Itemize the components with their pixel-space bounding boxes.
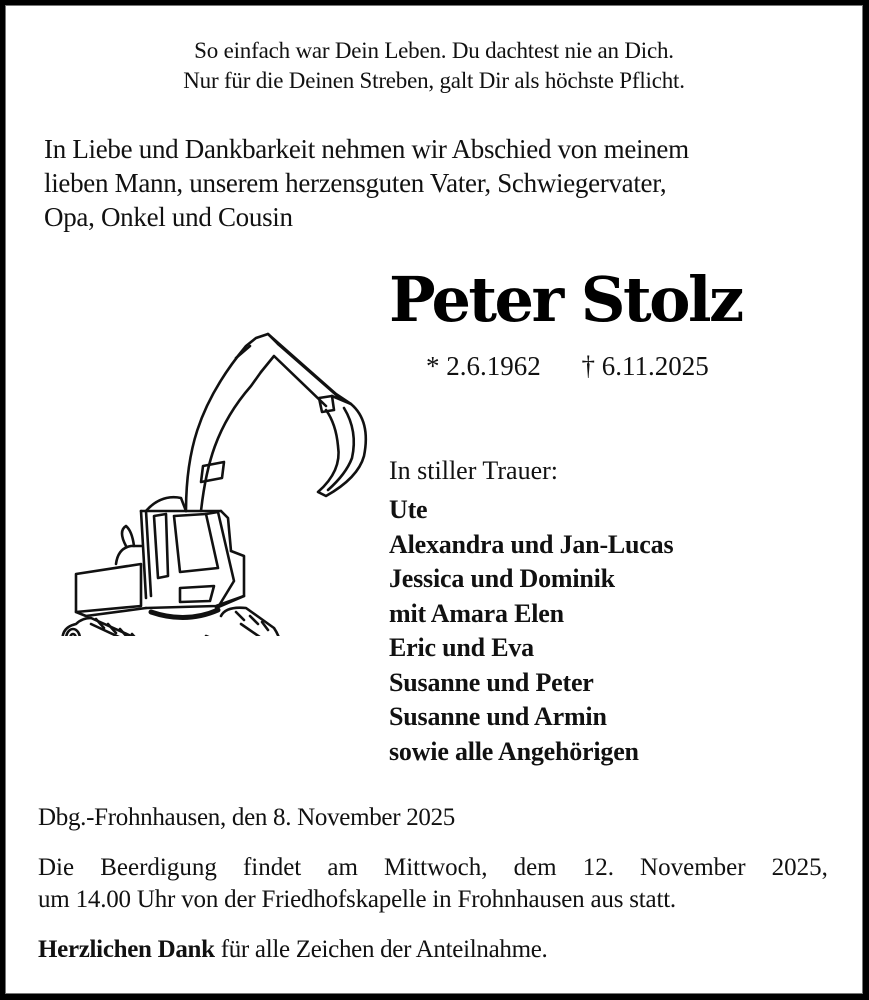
funeral-word: 12. <box>582 854 614 881</box>
motto-verse <box>6 36 862 96</box>
funeral-word: dem <box>513 854 557 881</box>
life-dates <box>426 349 709 383</box>
intro-line: In Liebe und Dankbarkeit nehmen wir Abschied von meinem <box>44 134 689 164</box>
funeral-word: 2025, <box>771 854 828 881</box>
mourner: Susanne und Armin <box>389 702 607 731</box>
death-date: † 6.11.2025 <box>581 351 709 381</box>
place-and-date: Dbg.-Frohnhausen, den 8. November 2025 <box>38 804 455 831</box>
mourner: sowie alle Angehörigen <box>389 736 639 766</box>
funeral-word: findet <box>242 854 302 881</box>
thanks-rest: für alle Zeichen der Anteilnahme. <box>214 936 548 963</box>
funeral-word: Beerdigung <box>100 854 217 881</box>
mourner: mit Amara Elen <box>389 598 564 628</box>
mourner: Alexandra und Jan-Lucas <box>389 529 674 559</box>
funeral-line-1 <box>38 852 828 884</box>
mourners-label: In stiller Trauer: <box>389 456 558 485</box>
motto-line: Nur für die Deinen Streben, galt Dir als höchste Pflicht. <box>183 68 685 93</box>
funeral-line-2: um 14.00 Uhr von der Friedhofskapelle in Frohnhausen aus statt. <box>38 886 676 913</box>
mourners-list <box>389 493 673 769</box>
funeral-word: Die <box>38 854 75 881</box>
thanks-bold: Herzlichen Dank <box>38 936 215 963</box>
funeral-details <box>38 852 828 916</box>
excavator-icon <box>46 306 376 636</box>
intro-text <box>44 132 689 234</box>
mourner: Susanne und Peter <box>389 667 594 697</box>
birth-date: * 2.6.1962 <box>426 351 541 381</box>
deceased-name: Peter Stolz <box>389 263 742 336</box>
mourner: Eric und Eva <box>389 633 534 662</box>
funeral-word: November <box>640 854 746 881</box>
intro-line: Opa, Onkel und Cousin <box>44 202 293 232</box>
mourner: Ute <box>389 495 428 524</box>
intro-line: lieben Mann, unserem herzensguten Vater, Schwiegervater, <box>44 168 667 198</box>
funeral-word: Mittwoch, <box>384 854 488 881</box>
mourner: Jessica und Dominik <box>389 564 615 593</box>
funeral-word: am <box>327 854 358 881</box>
motto-line: So einfach war Dein Leben. Du dachtest nie an Dich. <box>194 38 674 63</box>
thanks-line <box>38 934 547 966</box>
mourners-section <box>389 454 673 769</box>
obituary-notice <box>5 5 863 994</box>
